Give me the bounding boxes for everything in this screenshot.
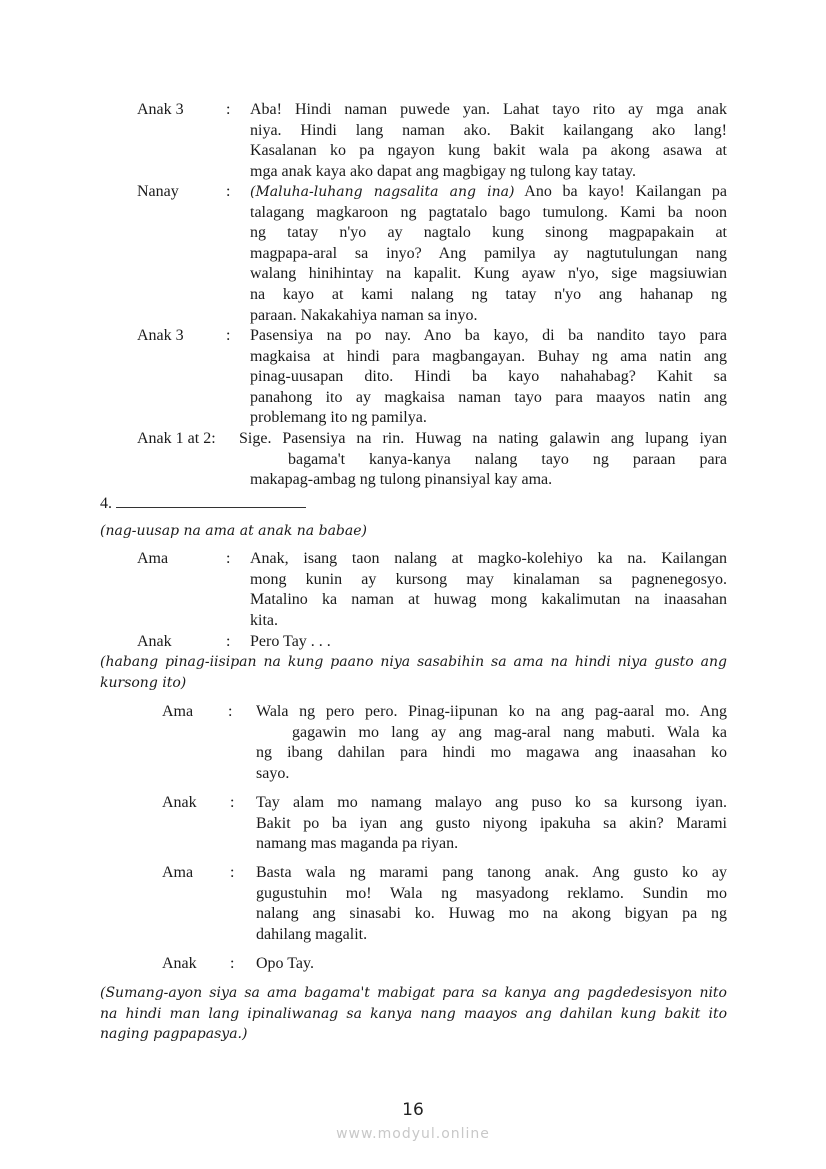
- line-text: Pasensiya na po nay. Ano ba kayo, di ba nandito tayo para: [250, 327, 727, 344]
- dialogue-text: [250, 182, 727, 326]
- line-text: Wala ng pero pero. Pinag-iipunan ko na ang pag-aaral mo. Ang: [256, 703, 727, 720]
- text-line: [250, 590, 727, 611]
- text-line: [256, 904, 727, 925]
- speaker-colon: :: [226, 550, 231, 567]
- line-text: Kasalanan ko pa ngayon kung bakit wala pa akong asawa at: [250, 142, 727, 160]
- text-line: [250, 570, 727, 591]
- line-text: paraan. Nakakahiya naman sa inyo.: [250, 306, 478, 324]
- line-text: kita.: [250, 611, 278, 629]
- text-line: [250, 549, 727, 570]
- speaker-colon: :: [226, 183, 231, 200]
- line-text: Basta wala ng marami pang tanong anak. Ang gusto ko ay: [256, 864, 727, 881]
- text-line: [250, 285, 727, 306]
- dialogue-text: [256, 793, 727, 855]
- thought-note: [100, 652, 727, 693]
- text-line: [250, 326, 727, 347]
- text-line: [250, 408, 727, 429]
- text-line: [250, 182, 727, 203]
- line-text: gagawin mo lang ay ang mag-aral nang mabuti. Wala ka: [292, 723, 727, 741]
- speaker-name: Ama: [162, 864, 194, 881]
- text-line: [250, 162, 727, 183]
- text-line: [250, 223, 727, 244]
- note-line: (habang pinag-iisipan na kung paano niya sasabihin sa ama na hindi niya gusto ang: [100, 654, 727, 670]
- text-line: [256, 863, 727, 884]
- text-line: [250, 388, 727, 409]
- speaker-colon: :: [226, 633, 231, 650]
- line-text: magpapa-aral sa inyo? Ang pamilya ay nagtutulungan nang: [250, 244, 727, 262]
- text-line: [250, 100, 727, 121]
- scene-note: [100, 521, 727, 542]
- text-line: [250, 141, 727, 162]
- text-line: [250, 203, 727, 224]
- watermark: www.modyul.online: [336, 1126, 490, 1142]
- text-line: [256, 954, 727, 975]
- dialogue-text: [250, 632, 727, 653]
- line-text: problemang ito ng pamilya.: [250, 409, 427, 427]
- speaker-name: Ama: [162, 703, 194, 720]
- dialogue-text: [256, 702, 727, 784]
- line-text: Anak, isang taon nalang at magko-kolehiyo ka na. Kailangan: [250, 550, 727, 567]
- speaker-colon: :: [230, 794, 235, 811]
- speaker-colon: :: [226, 327, 231, 344]
- text-line: [250, 611, 727, 632]
- answer-blank: [116, 493, 306, 508]
- note-line: naging pagpapasya.): [100, 1026, 248, 1043]
- line-text: Matalino ka naman at huwag mong kakalimutan na inaasahan: [250, 591, 727, 609]
- line-text: bagama't kanya-kanya nalang tayo ng paraan para: [288, 450, 727, 468]
- speaker-name: Anak: [162, 794, 197, 811]
- speaker-name: Nanay: [137, 183, 179, 200]
- line-text: Ano ba kayo! Kailangan pa: [524, 183, 727, 200]
- line-text: Opo Tay.: [256, 955, 314, 972]
- line-text: ng tatay n'yo ay nagtalo kung sinong magpapakain at: [250, 224, 727, 242]
- dialogue-text: [256, 863, 727, 945]
- note-line: (nag-uusap na ama at anak na babae): [100, 523, 367, 539]
- speaker-colon: :: [230, 864, 235, 881]
- line-text: walang hinihintay na kapalit. Kung ayaw n'yo, sige magsiuwian: [250, 265, 727, 283]
- dialogue-text: [250, 326, 727, 429]
- line-text: Sige. Pasensiya na rin. Huwag na nating galawin ang lupang iyan: [239, 430, 727, 447]
- line-text: Tay alam mo namang malayo ang puso ko sa kursong iyan.: [256, 794, 727, 811]
- line-text: namang mas maganda pa riyan.: [256, 835, 459, 853]
- dialogue-text: [239, 429, 727, 491]
- text-line: [250, 632, 727, 653]
- text-line: [256, 814, 727, 835]
- line-text: sayo.: [256, 764, 290, 782]
- line-text: ng ibang dahilan para hindi mo magawa ang inaasahan ko: [256, 744, 727, 762]
- item-number: [100, 493, 306, 514]
- note-line: na hindi man lang ipinaliwanag sa kanya nang maayos ang dahilan kung bakit ito: [100, 1005, 727, 1022]
- line-text: Aba! Hindi naman puwede yan. Lahat tayo rito ay mga anak: [250, 101, 727, 118]
- line-text: makapag-ambag ng tulong pinansiyal kay ama.: [250, 471, 553, 489]
- closing-note: [100, 983, 727, 1045]
- text-line: [250, 306, 727, 327]
- stage-direction: (Maluha-luhang nagsalita ang ina): [250, 184, 515, 200]
- text-line: [256, 764, 727, 785]
- text-line: [256, 743, 727, 764]
- item-number-label: 4.: [100, 495, 112, 512]
- speaker-colon: :: [230, 955, 235, 972]
- line-text: talagang magkaroon ng pagtatalo bago tumulong. Kami ba noon: [250, 203, 727, 221]
- text-line: [250, 450, 727, 471]
- speaker-name: Anak 3: [137, 101, 184, 118]
- line-text: mga anak kaya ako dapat ang magbigay ng tulong kay tatay.: [250, 162, 636, 180]
- line-text: gugustuhin mo! Wala ng masyadong reklamo. Sundin mo: [256, 884, 727, 902]
- dialogue-text: [250, 549, 727, 631]
- line-text: pinag-uusapan dito. Hindi ba kayo nahahabag? Kahit sa: [250, 368, 727, 386]
- text-line: [256, 723, 727, 744]
- text-line: [250, 367, 727, 388]
- text-line: [250, 121, 727, 142]
- line-text: na kayo at kami nalang ng tatay n'yo ang hahanap ng: [250, 285, 727, 303]
- line-text: niya. Hindi lang naman ako. Bakit kailangang ako lang!: [250, 121, 727, 139]
- text-line: [256, 925, 727, 946]
- speaker-colon: :: [226, 101, 231, 118]
- speaker-name: Anak: [137, 633, 172, 650]
- line-text: mong kunin ay kursong may kinalaman sa pagnenegosyo.: [250, 570, 727, 588]
- line-text: Pero Tay . . .: [250, 633, 331, 650]
- page-number: 16: [402, 1100, 424, 1120]
- line-text: dahilang magalit.: [256, 925, 368, 943]
- speaker-name: Anak: [162, 955, 197, 972]
- note-line: (Sumang-ayon siya sa ama bagama't mabigat para sa kanya ang pagdedesisyon nito: [100, 985, 727, 1001]
- text-line: [250, 244, 727, 265]
- line-text: nalang ang sinasabi ko. Huwag mo na akong bigyan pa ng: [256, 905, 727, 923]
- dialogue-text: [250, 100, 727, 182]
- speaker-name: Anak 1 at 2:: [137, 430, 216, 447]
- text-line: [250, 264, 727, 285]
- speaker-colon: :: [228, 703, 233, 720]
- line-text: magkaisa at hindi para magbangayan. Buhay ng ama natin ang: [250, 347, 727, 365]
- text-line: [256, 793, 727, 814]
- text-line: [256, 834, 727, 855]
- note-line: kursong ito): [100, 674, 187, 691]
- line-text: panahong ito ay magkaisa naman tayo para maayos natin ang: [250, 388, 727, 406]
- text-line: [239, 429, 727, 450]
- text-line: [250, 347, 727, 368]
- dialogue-text: [256, 954, 727, 975]
- text-line: [256, 884, 727, 905]
- line-text: Bakit po ba iyan ang gusto niyong ipakuha sa akin? Marami: [256, 814, 727, 832]
- text-line: [250, 470, 727, 491]
- text-line: [256, 702, 727, 723]
- speaker-name: Ama: [137, 550, 169, 567]
- speaker-name: Anak 3: [137, 327, 184, 344]
